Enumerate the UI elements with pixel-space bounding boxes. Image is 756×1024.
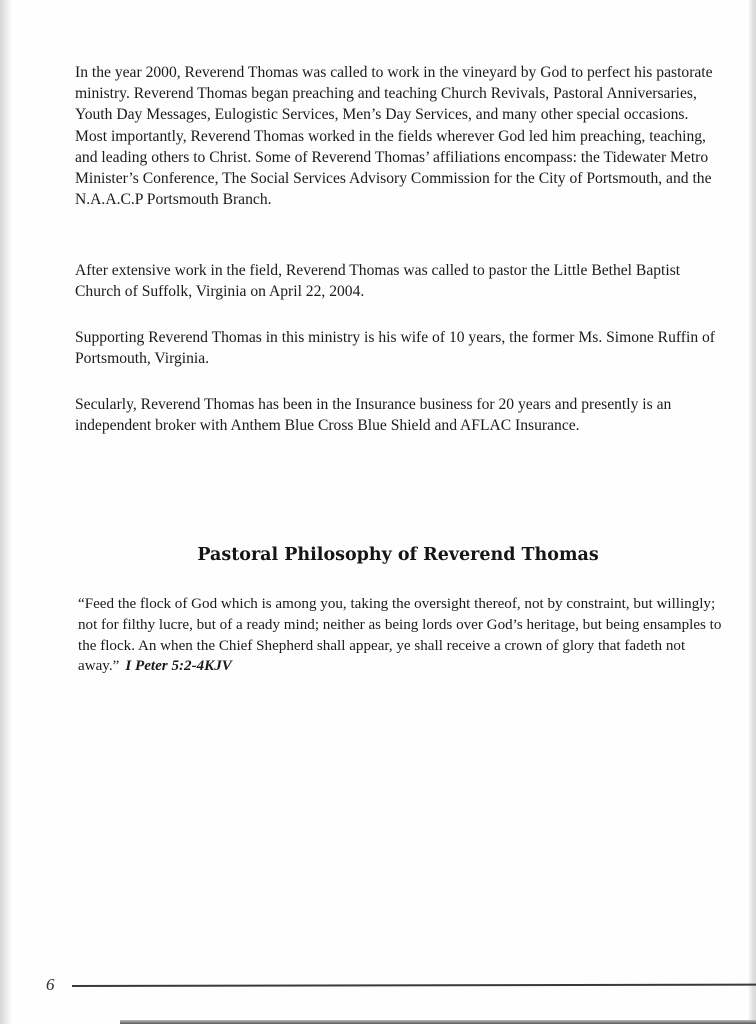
paragraph-pastor-call: After extensive work in the field, Reverend Thomas was called to pastor the Little Bethel Baptist Church of Suffolk, Virginia on April 22, 2004.: [75, 262, 681, 301]
paragraph-wife: Supporting Reverend Thomas in this ministry is his wife of 10 years, the former Ms. Simone Ruffin of Portsmouth, Virginia.: [75, 329, 715, 368]
scan-bottom-edge: [120, 1020, 756, 1024]
scripture-quote: [78, 594, 728, 677]
section-heading-philosophy: Pastoral Philosophy of Reverend Thomas: [197, 545, 599, 565]
page-number: 6: [46, 975, 55, 994]
paragraph-ministry-history: In the year 2000, Reverend Thomas was called to work in the vineyard by God to perfect his pastorate ministry. Reverend Thomas began preaching and teaching Church Revivals, Pastoral Anniversaries, Youth Day Messages, Eulogistic Services, Men’s Day Services, and many other special occasions. Most importantly, Reverend Thomas worked in the fields wherever God led him preaching, teaching, and leading others to Christ. Some of Reverend Thomas’ affiliations encompass: the Tidewater Metro Minister’s Conference, The Social Services Advisory Commission for the City of Portsmouth, and the N.A.A.C.P Portsmouth Branch.: [75, 64, 713, 209]
quote-text: “Feed the flock of God which is among you, taking the oversight thereof, not by constraint, but willingly; not for filthy lucre, but of a ready mind; neither as being lords over God’s heritage, but being ensamples to the flock. An when the Chief Shepherd shall appear, ye shall receive a crown of glory that fadeth not away.”: [78, 596, 722, 675]
paragraph-secular-career: Secularly, Reverend Thomas has been in the Insurance business for 20 years and presently is an independent broker with Anthem Blue Cross Blue Shield and AFLAC Insurance.: [75, 396, 672, 435]
footer-rule: [72, 984, 756, 987]
scripture-citation: I Peter 5:2-4KJV: [125, 658, 232, 675]
scan-left-shadow: [0, 0, 12, 1024]
scan-right-fold: [748, 0, 756, 1024]
